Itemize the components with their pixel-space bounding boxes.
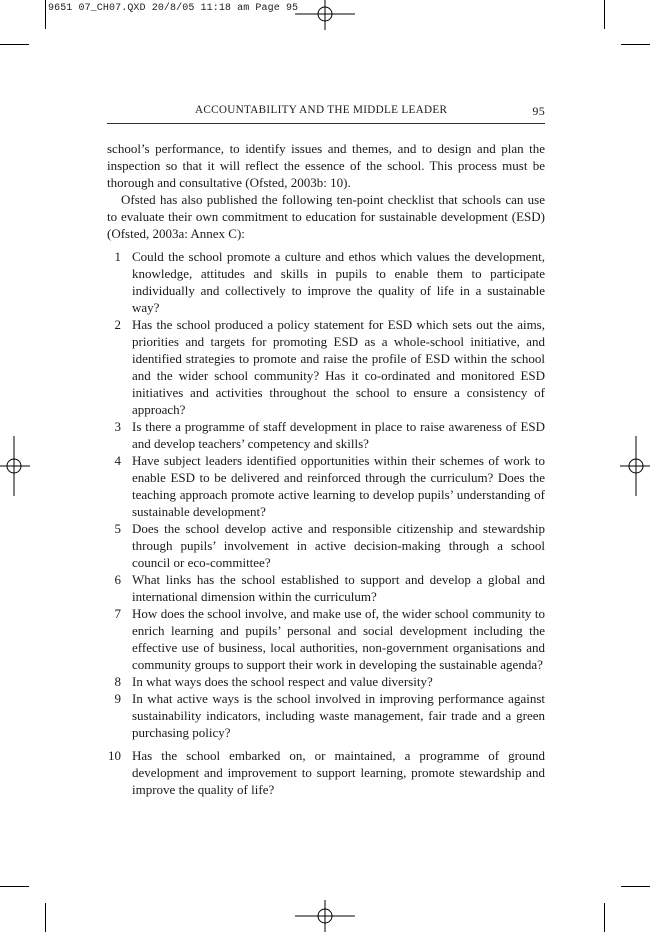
list-item-text: Does the school develop active and responsible citizenship and stewardship through pupils’ involvement in active decision-making through a school council or eco-committee?	[132, 521, 545, 570]
list-item	[107, 605, 545, 673]
list-item-text: Is there a programme of staff development in place to raise awareness of ESD and develop teachers’ competency and skills?	[132, 419, 545, 451]
registration-mark-top	[295, 0, 355, 30]
list-item	[107, 690, 545, 741]
list-item-number: 5	[114, 521, 121, 536]
list-item	[107, 316, 545, 418]
registration-mark-left	[0, 436, 30, 496]
list-item-text: In what ways does the school respect and value diversity?	[132, 674, 433, 689]
list-item	[107, 747, 545, 798]
list-item-text: Has the school embarked on, or maintained, a programme of ground development and improvement to support learning, promote stewardship and improve the quality of life?	[132, 748, 545, 797]
header-rule	[107, 123, 545, 124]
page-number: 95	[532, 104, 545, 118]
list-item-number: 4	[114, 453, 121, 468]
list-item	[107, 571, 545, 605]
list-item-text: Could the school promote a culture and ethos which values the development, knowledge, attitudes and skills in pupils to enable them to participate individually and collectively to improve the quality of life in a sustainable way?	[132, 249, 545, 315]
list-item-number: 7	[114, 606, 121, 621]
list-item-text: In what active ways is the school involved in improving performance against sustainability indicators, including waste management, fair trade and a green purchasing policy?	[132, 691, 545, 740]
list-item-number: 3	[114, 419, 121, 434]
list-item	[107, 418, 545, 452]
list-item-text: How does the school involve, and make use of, the wider school community to enrich learning and pupils’ personal and social development including the effective use of business, local authorities, non-government organisations and community groups to support their work in developing the sustainable agenda?	[132, 606, 545, 672]
list-item	[107, 452, 545, 520]
list-item-number: 2	[114, 317, 121, 332]
printer-slug: 9651 07_CH07.QXD 20/8/05 11:18 am Page 95	[48, 3, 299, 14]
esd-checklist	[107, 248, 545, 798]
list-item-text: Have subject leaders identified opportunities within their schemes of work to enable ESD to be delivered and reinforced through the curriculum? Does the teaching approach promote active learning to develop pupils’ understanding of sustainable development?	[132, 453, 545, 519]
body-text	[107, 140, 545, 798]
registration-mark-right	[620, 436, 650, 496]
paragraph-continuation: school’s performance, to identify issues and themes, and to design and plan the inspection so that it will reflect the essence of the school. This process must be thorough and consultative (Ofsted, 2003b: 10).	[107, 141, 545, 190]
list-item-text: What links has the school established to support and develop a global and international dimension within the curriculum?	[132, 572, 545, 604]
list-item	[107, 673, 545, 690]
running-head	[107, 104, 545, 120]
list-item	[107, 248, 545, 316]
list-item-number: 6	[114, 572, 121, 587]
list-item	[107, 520, 545, 571]
list-item-number: 8	[114, 674, 121, 689]
running-head-title: ACCOUNTABILITY AND THE MIDDLE LEADER	[195, 104, 448, 116]
list-item-number: 1	[114, 249, 121, 264]
list-item-text: Has the school produced a policy statement for ESD which sets out the aims, priorities and targets for promoting ESD as a whole-school initiative, and identified strategies to promote and raise the profile of ESD within the school and the wider school community? Has it co-ordinated and monitored ESD initiatives and activities throughout the school to ensure a consistency of approach?	[132, 317, 545, 417]
registration-mark-bottom	[295, 900, 355, 932]
list-item-number: 9	[114, 691, 121, 706]
paragraph-intro: Ofsted has also published the following ten-point checklist that schools can use to evaluate their own commitment to education for sustainable development (ESD) (Ofsted, 2003a: Annex C):	[107, 192, 545, 241]
list-item-number: 10	[108, 748, 121, 763]
